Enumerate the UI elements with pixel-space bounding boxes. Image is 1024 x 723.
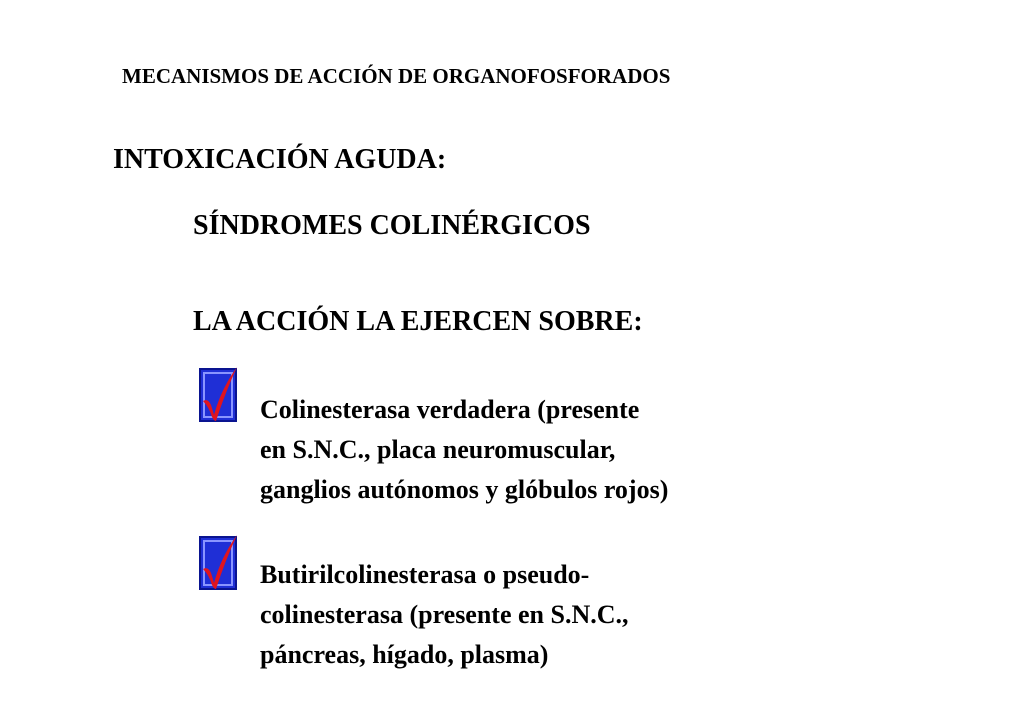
list-item-line: colinesterasa (presente en S.N.C., [260, 600, 629, 629]
list-item-line: Butirilcolinesterasa o pseudo- [260, 560, 590, 589]
list-item [260, 390, 668, 510]
section-heading: INTOXICACIÓN AGUDA: [113, 144, 447, 175]
subheading-action: LA ACCIÓN LA EJERCEN SOBRE: [193, 306, 643, 337]
checkbox-checked-icon [199, 365, 239, 423]
checkbox-checked-icon [199, 533, 239, 591]
list-item-line: páncreas, hígado, plasma) [260, 640, 549, 669]
list-item-line: en S.N.C., placa neuromuscular, [260, 435, 616, 464]
subheading-syndromes: SÍNDROMES COLINÉRGICOS [193, 210, 591, 241]
list-item-line: Colinesterasa verdadera (presente [260, 395, 640, 424]
slide-title: MECANISMOS DE ACCIÓN DE ORGANOFOSFORADOS [122, 64, 671, 88]
list-item-line: ganglios autónomos y glóbulos rojos) [260, 475, 669, 504]
list-item [260, 555, 629, 675]
